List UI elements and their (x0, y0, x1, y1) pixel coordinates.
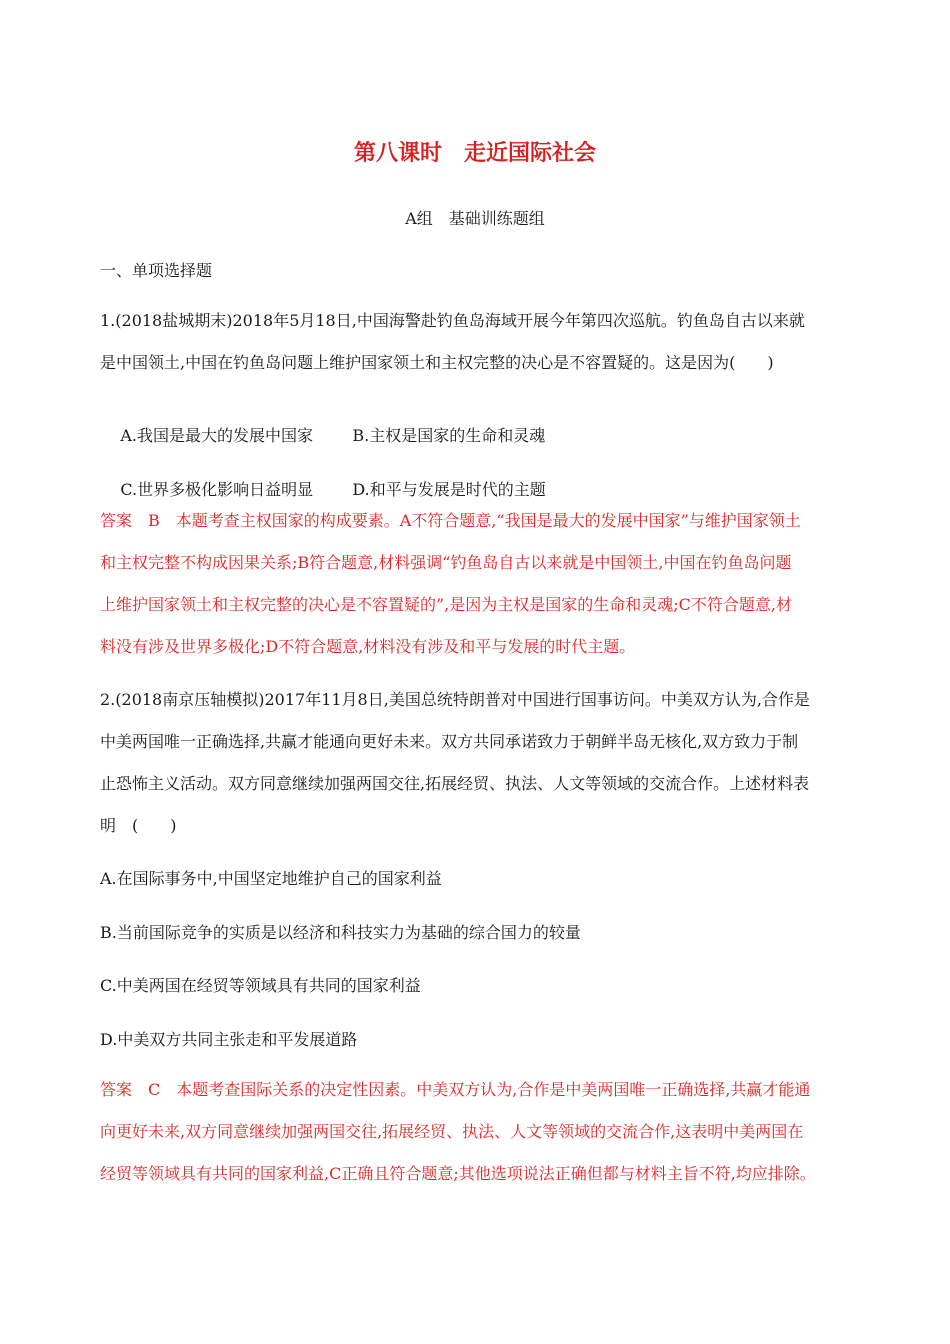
question-line: 止恐怖主义活动。双方同意继续加强两国交往,拓展经贸、执法、人文等领域的交流合作。上述材料表 (100, 774, 810, 793)
question-2-stem (100, 679, 860, 847)
answer-line: 向更好未来,双方同意继续加强两国交往,拓展经贸、执法、人文等领域的交流合作,这表明中美两国在 (100, 1122, 804, 1141)
option-c: C.世界多极化影响日益明显 (120, 480, 314, 499)
answer-line: 料没有涉及世界多极化;D不符合题意,材料没有涉及和平与发展的时代主题。 (100, 637, 636, 656)
page-title: 第八课时 走近国际社会 (353, 141, 596, 166)
question-line: 2.(2018南京压轴模拟)2017年11月8日,美国总统特朗普对中国进行国事访问。中美双方认为,合作是 (100, 690, 810, 709)
option-b: B.当前国际竞争的实质是以经济和科技实力为基础的综合国力的较量 (100, 923, 581, 942)
answer-line: 上维护国家领土和主权完整的决心是不容置疑的”,是因为主权是国家的生命和灵魂;C不符合题意,材 (100, 595, 792, 614)
answer-line: 答案 B 本题考查主权国家的构成要素。A不符合题意,“我国是最大的发展中国家”与维护国家领土 (100, 511, 801, 530)
question-line: 是中国领土,中国在钓鱼岛问题上维护国家领土和主权完整的决心是不容置疑的。这是因为( ) (100, 353, 774, 372)
question-1-options-row-1 (100, 404, 545, 465)
question-2-answer (100, 1069, 860, 1195)
question-line: 中美两国唯一正确选择,共赢才能通向更好未来。双方共同承诺致力于朝鲜半岛无核化,双方致力于制 (100, 732, 799, 751)
option-b: B.主权是国家的生命和灵魂 (352, 426, 546, 445)
option-d: D.和平与发展是时代的主题 (352, 480, 546, 499)
option-c: C.中美两国在经贸等领域具有共同的国家利益 (100, 976, 421, 995)
option-d: D.中美双方共同主张走和平发展道路 (100, 1030, 358, 1049)
answer-line: 和主权完整不构成因果关系;B符合题意,材料强调“钓鱼岛自古以来就是中国领土,中国在钓鱼岛问题 (100, 553, 792, 572)
section-heading: 一、单项选择题 (100, 261, 213, 280)
question-1-stem (100, 300, 860, 384)
answer-line: 经贸等领域具有共同的国家利益,C正确且符合题意;其他选项说法正确但都与材料主旨不符,均应排除。 (100, 1164, 816, 1183)
answer-line: 答案 C 本题考查国际关系的决定性因素。中美双方认为,合作是中美两国唯一正确选择,共赢才能通 (100, 1080, 811, 1099)
option-a: A.我国是最大的发展中国家 (120, 426, 313, 445)
question-line: 明 ( ) (100, 816, 177, 835)
question-line: 1.(2018盐城期末)2018年5月18日,中国海警赴钓鱼岛海域开展今年第四次巡航。钓鱼岛自古以来就 (100, 311, 805, 330)
group-heading: A组 基础训练题组 (405, 209, 545, 228)
question-1-answer (100, 500, 860, 668)
option-a: A.在国际事务中,中国坚定地维护自己的国家利益 (100, 869, 442, 888)
